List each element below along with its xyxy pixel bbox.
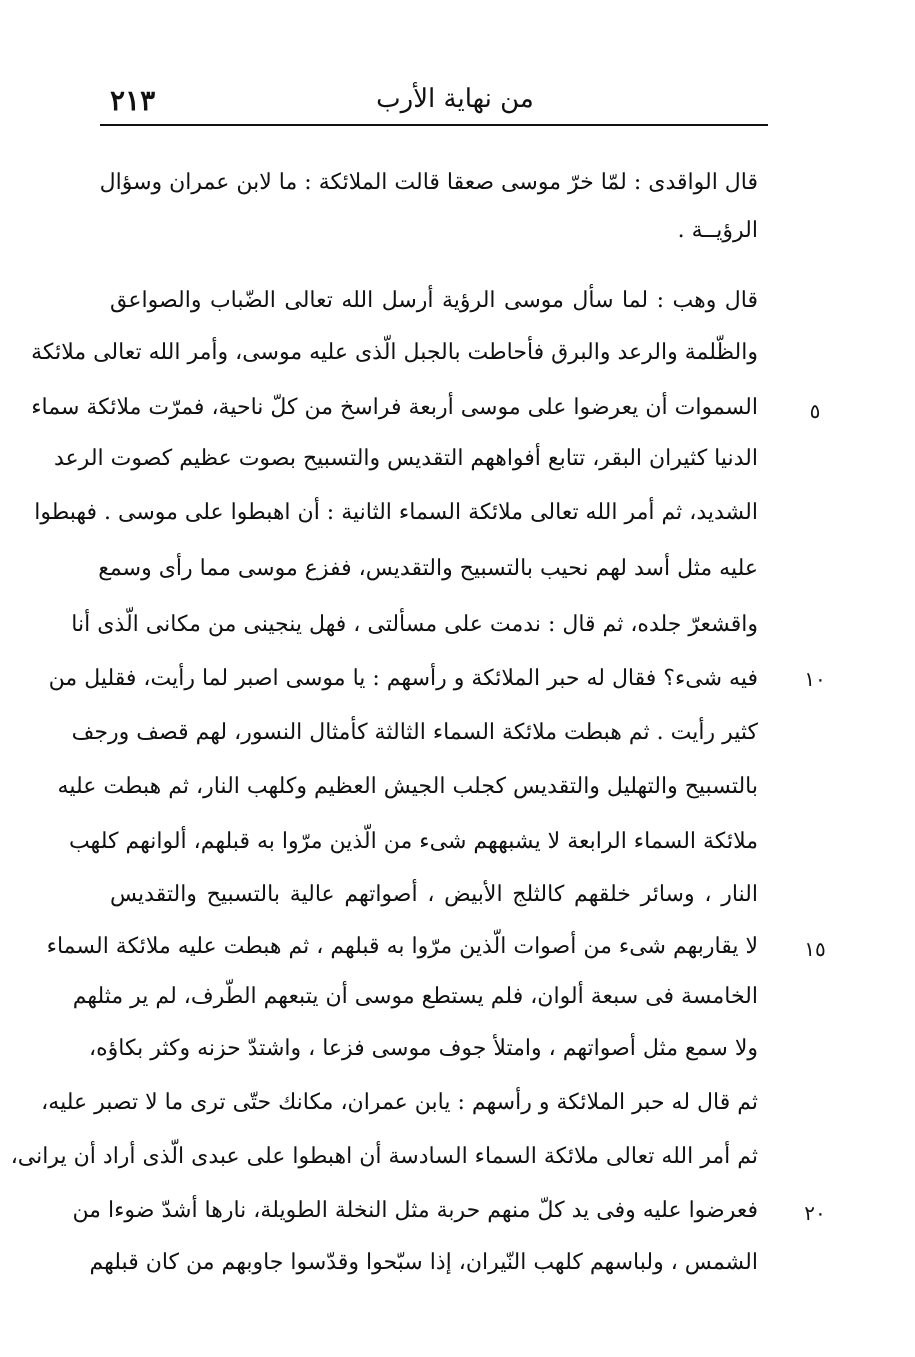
text-line: السموات أن يعرضوا على موسى أربعة فراسخ من كلّ ناحية، فمرّت ملائكة سماء — [31, 395, 758, 420]
text-line: بالتسبيح والتهليل والتقديس كجلب الجيش العظيم وكلهب النار، ثم هبطت عليه — [57, 774, 758, 799]
text-line: لا يقاربهم شىء من أصوات الّذين مرّوا به قبلهم ، ثم هبطت عليه ملائكة السماء — [46, 934, 758, 959]
text-line: الشمس ، ولباسهم كلهب النّيران، إذا سبّحوا وقدّسوا جاوبهم من كان قبلهم — [89, 1250, 758, 1275]
text-line: فعرضوا عليه وفى يد كلّ منهم حربة مثل النخلة الطويلة، نارها أشدّ ضوءا من — [72, 1198, 758, 1223]
text-line: ولا سمع مثل أصواتهم ، وامتلأ جوف موسى فزعا ، واشتدّ حزنه وكثر بكاؤه، — [89, 1036, 758, 1061]
text-line: الشديد، ثم أمر الله تعالى ملائكة السماء الثانية : أن اهبطوا على موسى . فهبطوا — [34, 500, 758, 525]
line-number-10: ١٠ — [804, 667, 826, 691]
text-line: واقشعرّ جلده، ثم قال : ندمت على مسألتى ، فهل ينجينى من مكانى الّذى أنا — [71, 612, 758, 637]
header-rule — [100, 124, 768, 126]
text-line: كثير رأيت . ثم هبطت ملائكة السماء الثالثة كأمثال النسور، لهم قصف ورجف — [71, 720, 758, 745]
page-header — [100, 78, 765, 122]
line-number-15: ١٥ — [804, 937, 826, 961]
running-title: من نهاية الأرب — [376, 84, 534, 114]
text-line: عليه مثل أسد لهم نحيب بالتسبيح والتقديس، ففزع موسى مما رأى وسمع — [98, 556, 758, 581]
text-line: النار ، وسائر خلقهم كالثلج الأبيض ، أصواتهم عالية بالتسبيح والتقديس — [110, 882, 758, 907]
text-line: ملائكة السماء الرابعة لا يشبههم شىء من الّذين مرّوا به قبلهم، ألوانهم كلهب — [68, 829, 758, 854]
text-line: ثم قال له حبر الملائكة و رأسهم : يابن عمران، مكانك حتّى ترى ما لا تصبر عليه، — [41, 1090, 758, 1115]
text-line: قال وهب : لما سأل موسى الرؤية أرسل الله تعالى الضّباب والصواعق — [110, 288, 758, 313]
text-line: الرؤيــة . — [677, 218, 758, 243]
text-line: الخامسة فى سبعة ألوان، فلم يستطع موسى أن يتبعهم الطّرف، لم ير مثلهم — [72, 984, 758, 1009]
line-number-20: ٢٠ — [804, 1201, 826, 1225]
line-number-5: ٥ — [809, 399, 821, 423]
text-line: فيه شىء؟ فقال له حبر الملائكة و رأسهم : يا موسى اصبر لما رأيت، فقليل من — [48, 666, 758, 691]
text-line: الدنيا كثيران البقر، تتابع أفواههم التقديس والتسبيح بصوت عظيم كصوت الرعد — [54, 446, 758, 471]
page-number: ٢١٣ — [110, 84, 156, 117]
text-line: والظّلمة والرعد والبرق فأحاطت بالجبل الّذى عليه موسى، وأمر الله تعالى ملائكة — [31, 340, 758, 365]
text-line: ثم أمر الله تعالى ملائكة السماء السادسة أن اهبطوا على عبدى الّذى أراد أن يرانى، — [10, 1144, 758, 1169]
text-line: قال الواقدى : لمّا خرّ موسى صعقا قالت الملائكة : ما لابن عمران وسؤال — [99, 170, 758, 195]
